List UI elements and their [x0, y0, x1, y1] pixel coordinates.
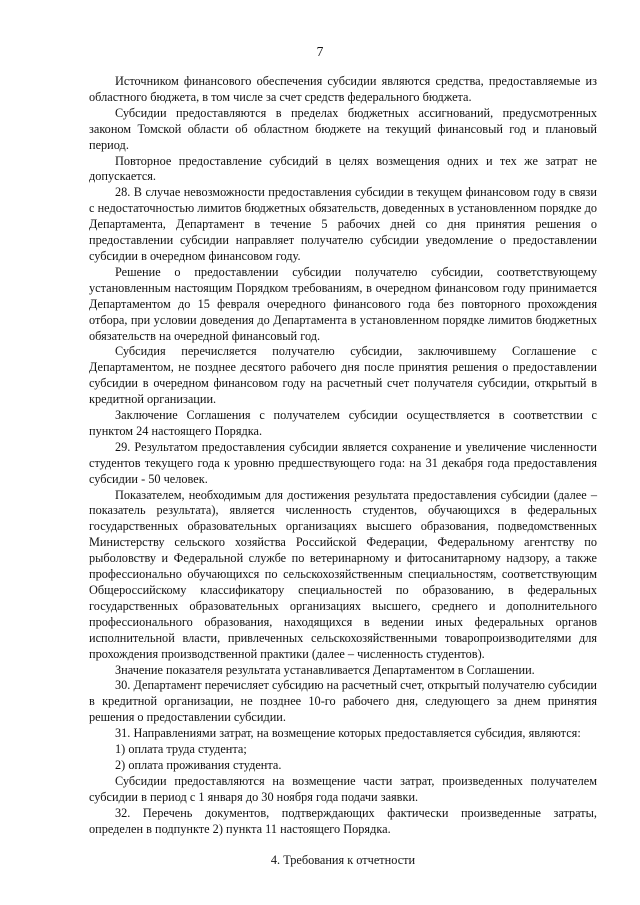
paragraph-no-repeat: Повторное предоставление субсидий в целях возмещения одних и тех же затрат не допускается. — [89, 153, 597, 184]
paragraph-clause-32: 32. Перечень документов, подтверждающих фактически произведенные затраты, определен в подпункте 2) пункта 11 настоящего Порядка. — [89, 805, 597, 836]
paragraph-clause-30: 30. Департамент перечисляет субсидию на расчетный счет, открытый получателю субсидии в кредитной организации, не позднее 10-го рабочего дня, следующего за днем принятия решения о предоставлении субсидии. — [89, 678, 597, 725]
page-number: 7 — [316, 44, 324, 59]
paragraph-cost-period: Субсидии предоставляются на возмещение части затрат, произведенных получателем субсидии в период с 1 января до 30 ноября года подачи заявки. — [89, 773, 597, 804]
paragraph-agreement: Заключение Соглашения с получателем субсидии осуществляется в соответствии с пунктом 24 настоящего Порядка. — [89, 408, 597, 438]
list-item-housing: 2) оплата проживания студента. — [115, 757, 282, 772]
paragraph-transfer: Субсидия перечисляется получателю субсидии, заключившему Соглашение с Департаментом, не позднее десятого рабочего дня после принятия решения о предоставлении субсидии в очередном финансовом году на расчетный счет получателя субсидии, открытый в кредитной организации. — [89, 344, 597, 407]
paragraph-next-year-decision: Решение о предоставлении субсидии получателю субсидии, соответствующему установленным настоящим Порядком требованиям, в очередном финансовом году принимается Департаментом до 15 февраля очередного финансового года без повторного прохождения отбора, при условии доведения до Департамента в установленном порядке лимитов бюджетных обязательств на очередной финансовый год. — [89, 264, 597, 343]
paragraph-budget-limits: Субсидии предоставляются в пределах бюджетных ассигнований, предусмотренных законом Томской области об областном бюджете на текущий финансовый год и плановый период. — [89, 105, 597, 152]
section-heading-reporting: 4. Требования к отчетности — [270, 852, 416, 867]
paragraph-funding-source: Источником финансового обеспечения субсидии являются средства, предоставляемые из областного бюджета, в том числе за счет средств федерального бюджета. — [89, 74, 597, 104]
paragraph-clause-31: 31. Направлениями затрат, на возмещение которых предоставляется субсидия, являются: — [115, 726, 581, 741]
paragraph-clause-28: 28. В случае невозможности предоставления субсидии в текущем финансовом году в связи с недостаточностью лимитов бюджетных обязательств, доведенных в установленном порядке до Департамента, Департамент в течение 5 рабочих дней со дня принятия решения о предоставлении субсидии направляет получателю субсидии уведомление о предоставлении субсидии в очередном финансовом году. — [89, 185, 597, 263]
paragraph-clause-29: 29. Результатом предоставления субсидии является сохранение и увеличение численности студентов текущего года к уровню предшествующего года: на 31 декабря года предоставления субсидии - 50 человек. — [89, 439, 597, 486]
paragraph-indicator-value: Значение показателя результата устанавливается Департаментом в Соглашении. — [115, 662, 535, 677]
list-item-wages: 1) оплата труда студента; — [115, 742, 247, 757]
paragraph-indicator: Показателем, необходимым для достижения результата предоставления субсидии (далее – показатель результата), является численность студентов, обучающихся в федеральных государственных образовательных организациях высшего образования, подведомственных Министерству сельского хозяйства Российской Федерации, Федеральному агентству по рыболовству и Федеральной службе по ветеринарному и фитосанитарному надзору, а также профессионально обучающихся по сельскохозяйственным специальностям, соответствующим Общероссийскому классификатору специальностей по образованию, в федеральных государственных образовательных организациях высшего, среднего и дополнительного профессионального образования, находящихся в ведении иных федеральных органов исполнительной власти, привлеченных сельскохозяйственными товаропроизводителями для прохождения производственной практики (далее – численность студентов). — [89, 487, 597, 661]
document-body — [89, 74, 597, 868]
